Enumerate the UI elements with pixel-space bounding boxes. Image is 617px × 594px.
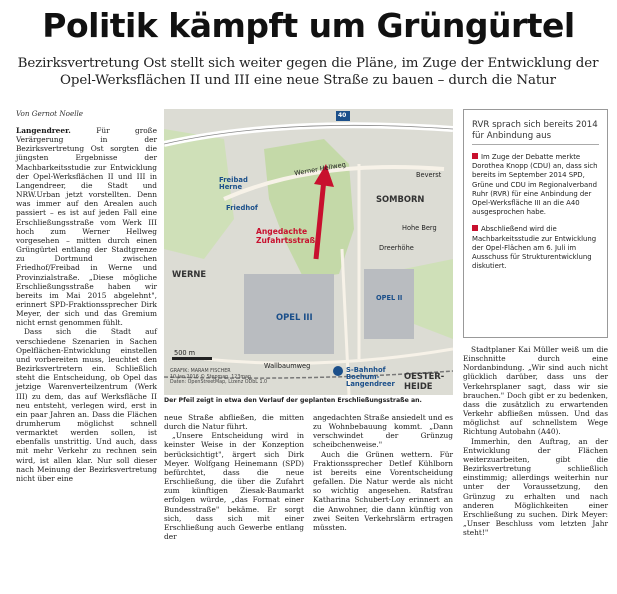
paragraph: Immerhin, den Auftrag, an der Entwicklung der Flächen weiterzuarbeiten, gibt die Bezirksvertretung schließlich einstimmig; allerdings weiterhin nur unter der Voraussetzung, den Grünzug zu erhalten und nach anderen Möglichkeiten einer Erschließung zu suchen. Dirk Meyer: „Unser Beschluss vom letzten Jahr steht!" <box>463 436 608 538</box>
lead-text: Für große Verärgerung in der Bezirksvertretung Ost sorgten die jüngsten Ergebnisse der Machbarkeitsstudie zur Entwicklung der Opel-Werksflächen II und III in Langendreer, die Stadt und NRW.Urban jetzt vorstellten. Denn was immer auf den Arealen auch passiert – es ist auf jeden Fall eine Erschließungsstraße vom Werk III hoch zum Werner Hellweg vorgesehen – mitten durch einen Grüngürtel entlang der Stadtgrenze zu Dortmund zwischen Friedhof/Freibad in Werne und Provinzialstraße. „Diese mögliche Erschließungsstraße haben wir bereits im Mai 2015 abgelehnt", erinnert SPD-Fraktionssprecher Dirk Meyer, der sich und das Gremium nicht ernst genommen fühlt. <box>16 126 157 328</box>
paragraph: Auch die Grünen wettern. Für Fraktionssprecher Detlef Kühlborn ist bereits eine Vorentscheidung gefallen. Die Natur werde als nicht so wichtig angesehen. Ratsfrau Katharina Schubert-Loy erinnert an die Anwohner, die dann künftig von zwei Seiten Verkehrslärm ertragen müssten. <box>313 449 453 532</box>
infobox-item-text: Im Zuge der Debatte merkte Dorothea Knopp (CDU) an, dass sich bereits im September 2014 SPD, Grüne und CDU im Regionalverband Ruhr (RVR) für eine Anbindung der Opel-Werksfläche III an die A40 ausgesprochen habe. <box>472 153 598 217</box>
freibad-label: Freibad Herne <box>219 176 248 191</box>
subheadline: Bezirksvertretung Ost stellt sich weiter gegen die Pläne, im Zuge der Entwicklung der Opel-Werksflächen II und III eine neue Straße zu bauen – durch die Natur <box>17 56 599 88</box>
map-graphic <box>164 109 453 395</box>
sbahn-label: S-Bahnhof Bochum-Langendreer <box>346 366 395 388</box>
bullet-square-icon <box>472 225 478 231</box>
opel2-label: OPEL II <box>376 294 403 302</box>
werne-label: WERNE <box>172 269 207 279</box>
scale-label: 500 m <box>174 349 196 357</box>
oesterheide-label: OESTER-HEIDE <box>404 371 445 391</box>
paragraph: Dass sich die Stadt auf verschiedene Szenarien in Sachen Opelflächen-Entwicklung einstellen und vorbereiten muss, leuchtet den Bezirksvertretern ein. Schließlich steht die Entscheidung, ob Opel das jetzige Warenverteilzentrum (Werk III) zu dem, das auf Werksfläche II neu entsteht, verlegen wird, erst in ein paar Jahren an. Dass die Flächen drumherum möglichst schnell vermarktet werden sollen, ist ebenfalls unstrittig. Und auch, dass mit mehr Verkehr zu rechnen sein wird, ist allen klar. Nur soll dieser nach Meinung der Bezirksvertretung nicht über eine <box>16 327 157 483</box>
bullet-square-icon <box>472 153 478 159</box>
paragraph: angedachten Straße ansiedelt und es zu Wohnbebauung kommt. „Dann verschwindet der Grünzug scheibchenweise." <box>313 413 453 450</box>
planned-road-label: Angedachte Zufahrtsstraße <box>256 227 321 245</box>
friedhof-label: Friedhof <box>226 204 258 212</box>
paragraph: Stadtplaner Kai Müller weiß um die Einschnitte durch eine Nordanbindung. „Wir sind auch nicht glücklich darüber, dass uns der Verkehrsplaner sagt, dass wir sie brauchen." Doch gibt er zu bedenken, dass die zusätzlich zu erwartenden Verkehr abfließen müssen. Und das möglichst auf schnellstem Wege Richtung Autobahn (A40). <box>463 345 608 437</box>
paragraph: neue Straße abfließen, die mitten durch die Natur führt. <box>164 413 304 432</box>
werner-hellweg-label: Werner Hellweg <box>293 160 347 178</box>
wallbaum-label: Wallbaumweg <box>264 362 311 370</box>
paragraph: „Unsere Entscheidung wird in keinster Weise in der Konzeption berücksichtigt", ärgert sich Dirk Meyer. Wolfgang Heinemann (SPD) befürchtet, dass die neue Erschließung, die über die Zufahrt zum künftigen Ziesak-Baumarkt erfolgen würde, „das Format einer Bundesstraße" bekäme. Er sorgt sich, dass sich mit einer Erschließung auch Gewerbe entlang der <box>164 431 304 542</box>
article-column-4 <box>463 345 608 537</box>
infobox-item-text: Abschließend wird die Machbarkeitsstudie zur Entwicklung der Opel-Flächen am 6. Juli im Ausschuss für Strukturentwicklung diskutiert. <box>472 225 597 271</box>
dateline: Langendreer. <box>16 126 71 135</box>
map-credit: GRAFIK: MARAM FISCHER 10 Jan 2016 © Stepmap, 123map Daten: OpenStreetMap, Lizenz ODbL 1.0 <box>170 369 268 386</box>
map-svg <box>164 109 453 395</box>
infobox-item <box>472 225 599 271</box>
a40-label: 40 <box>338 112 347 119</box>
sombron-label: SOMBORN <box>376 194 425 204</box>
beverst-label: Beverst <box>416 171 442 179</box>
hohe-berg-label: Hohe Berg <box>402 224 437 232</box>
infobox-item <box>472 153 599 217</box>
map-caption: Der Pfeil zeigt in etwa den Verlauf der geplanten Erschließungsstraße an. <box>164 397 422 404</box>
article-column-2 <box>164 413 304 541</box>
opel3-label: OPEL III <box>276 312 313 322</box>
article-column-3 <box>313 413 453 532</box>
scale-bar <box>172 357 212 360</box>
byline: Von Gernot Noelle <box>16 109 84 118</box>
infobox-title: RVR sprach sich bereits 2014 für Anbindung aus <box>472 120 599 145</box>
infobox <box>463 109 608 338</box>
lead-paragraph <box>16 126 157 327</box>
headline: Politik kämpft um Grüngürtel <box>42 6 575 45</box>
opel2-area <box>364 269 414 339</box>
dreerhoehe-label: Dreerhöhe <box>379 244 414 252</box>
article-column-1 <box>16 126 157 483</box>
sbahn-icon <box>333 366 343 376</box>
